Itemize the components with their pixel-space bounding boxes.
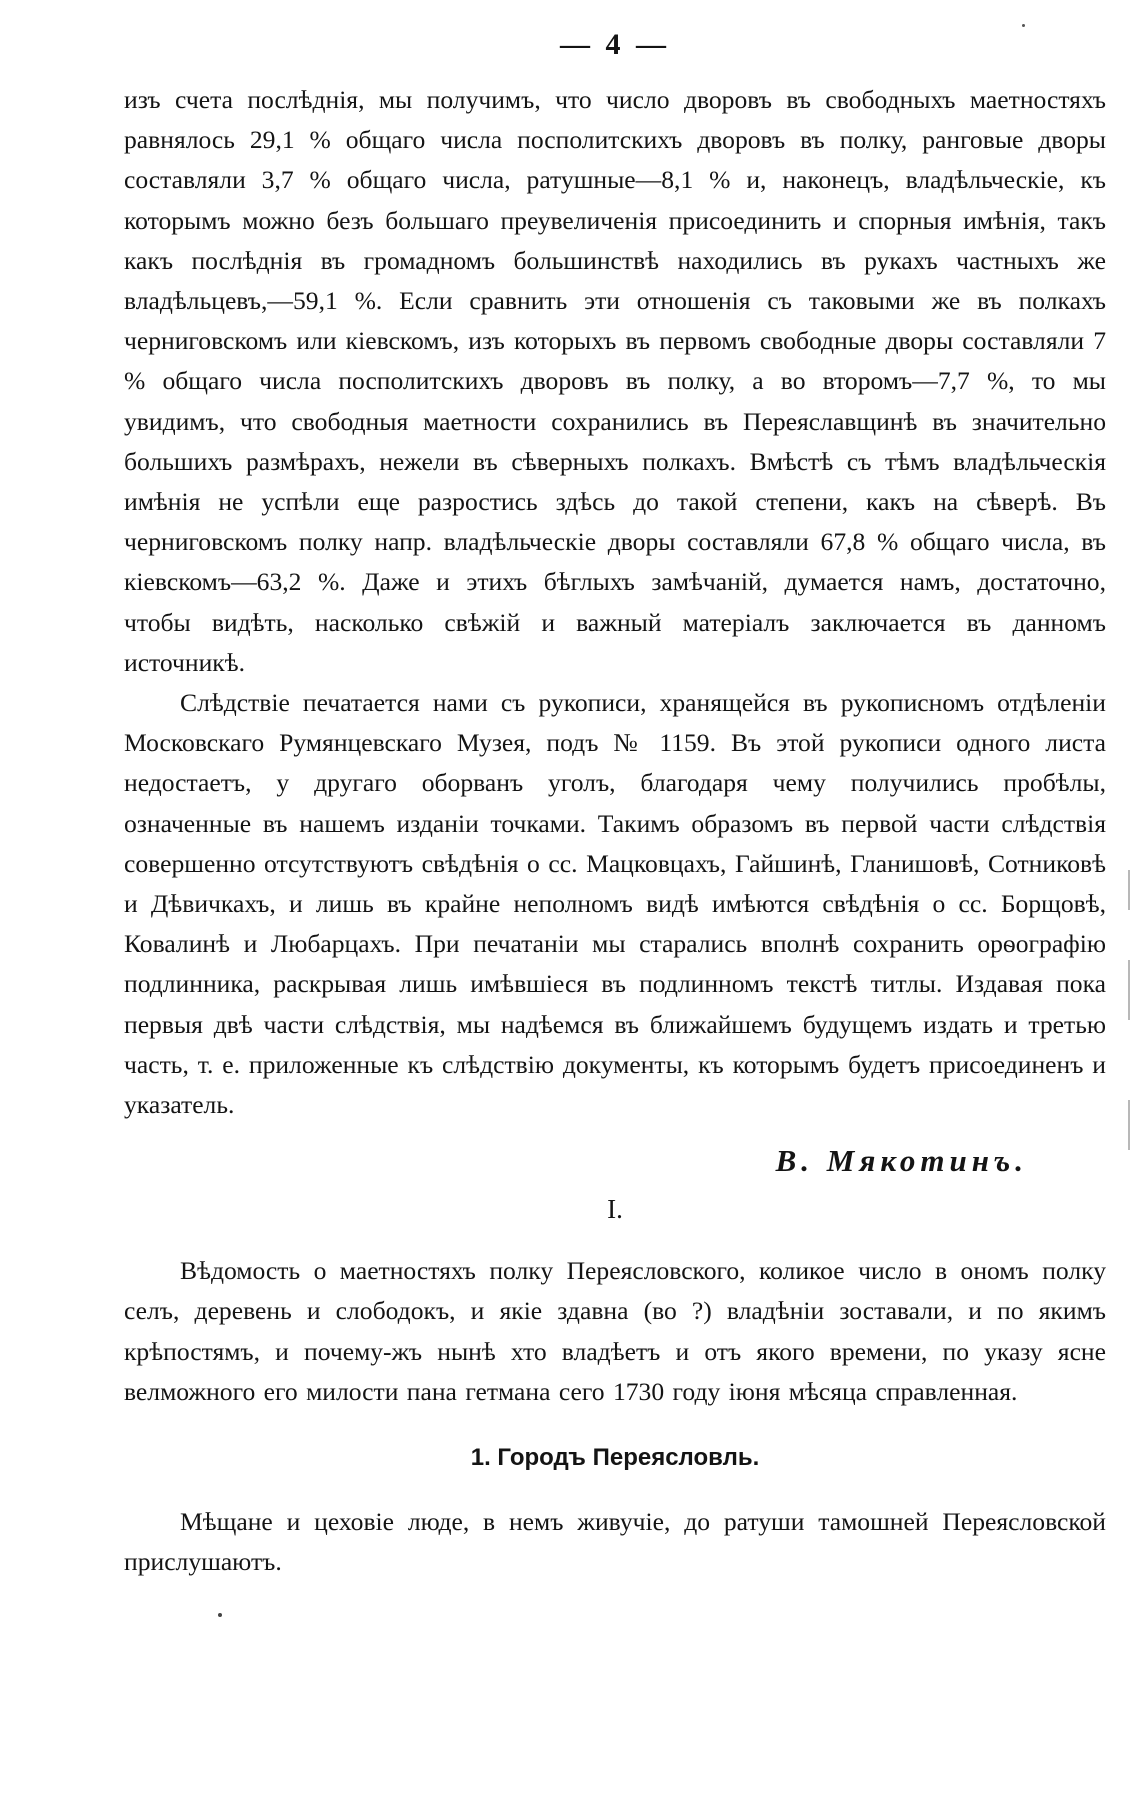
scan-artifact-mark <box>1128 960 1130 1020</box>
paragraph-townsfolk: Мѣщане и цеховіе люде, в немъ живучіе, до ратуши тамошней Переясловской прислушаютъ. <box>124 1507 1106 1577</box>
scan-artifact-mark <box>218 1613 222 1617</box>
scan-artifact-mark <box>1128 870 1130 910</box>
paragraph-manuscript-source: Слѣдствіе печатается нами съ рукописи, хранящейся въ рукописномъ отдѣленіи Московскаго Румянцевскаго Музея, подъ № 1159. Въ этой рукописи одного листа недостаетъ, у другаго оборванъ уголъ, благодаря чему получились пробѣлы, означенные въ нашемъ изданіи точками. Такимъ образомъ въ первой части слѣдствія совершенно отсутствуютъ свѣдѣнія о сс. Мацковцахъ, Гайшинѣ, Гланишовѣ, Сотниковѣ и Дѣвичкахъ, и лишь въ крайне неполномъ видѣ имѣются свѣдѣнія о сс. Борщовѣ, Ковалинѣ и Любарцахъ. При печатаніи мы старались вполнѣ сохранить орѳографію подлинника, раскрывая лишь имѣвшіеся въ подлинномъ текстѣ титлы. Издавая пока первыя двѣ части слѣдствія, мы надѣемся въ ближайшемъ будущемъ издать и третью часть, т. е. приложенные къ слѣдствію документы, къ которымъ будетъ присоединенъ и указатель. <box>124 688 1106 1120</box>
author-signature: В. Мякотинъ. <box>775 1143 1028 1179</box>
scan-artifact-mark <box>1128 1100 1130 1150</box>
subheading-city: 1. Городъ Переясловль. <box>470 1444 760 1472</box>
paragraph-vedomost-title: Вѣдомость о маетностяхъ полку Переясловского, коликое число в ономъ полку селъ, деревень и слободокъ, и якіе здавна (во ?) владѣніи зоставали, и по якимъ крѣпостямъ, и почему-жъ нынѣ хто владѣетъ и отъ якого времени, по указу ясне велможного его милости пана гетмана сего 1730 году іюня мѣсяцa справленная. <box>124 1256 1106 1406</box>
page-number: — 4 — <box>560 28 670 61</box>
scan-artifact-mark <box>1022 24 1025 27</box>
paragraph-statistics: изъ счета послѣднія, мы получимъ, что число дворовъ въ свободныхъ маетностяхъ равнялось 29,1 % общаго числа посполитскихъ дворовъ въ полку, ранговые дворы составляли 3,7 % общаго числа, ратушные—8,1 % и, наконецъ, владѣльческіе, къ которымъ можно безъ большаго преувеличенія присоединить и спорныя имѣнія, такъ какъ послѣднія въ громадномъ большинствѣ находились въ рукахъ частныхъ же владѣльцевъ,—59,1 %. Если сравнить эти отношенія съ таковыми же въ полкахъ черниговскомъ или кіевскомъ, изъ которыхъ въ первомъ свободные дворы составляли 7 % общаго числа посполитскихъ дворовъ въ полку, а во второмъ—7,7 %, то мы увидимъ, что свободныя маетности сохранились въ Переяславщинѣ въ значительно большихъ размѣрахъ, нежели въ сѣверныхъ полкахъ. Вмѣстѣ съ тѣмъ владѣльческія имѣнія не успѣли еще разростись здѣсь до такой степени, какъ на сѣверѣ. Въ черниговскомъ полку напр. владѣльческіе дворы составляли 67,8 % общаго числа, въ кіевскомъ—63,2 %. Даже и этихъ бѣглыхъ замѣчаній, думается намъ, достаточно, чтобы видѣть, насколько свѣжій и важный матеріалъ заключается въ данномъ источникѣ. <box>124 85 1106 677</box>
section-numeral: I. <box>607 1194 623 1225</box>
document-page <box>124 28 1106 1583</box>
